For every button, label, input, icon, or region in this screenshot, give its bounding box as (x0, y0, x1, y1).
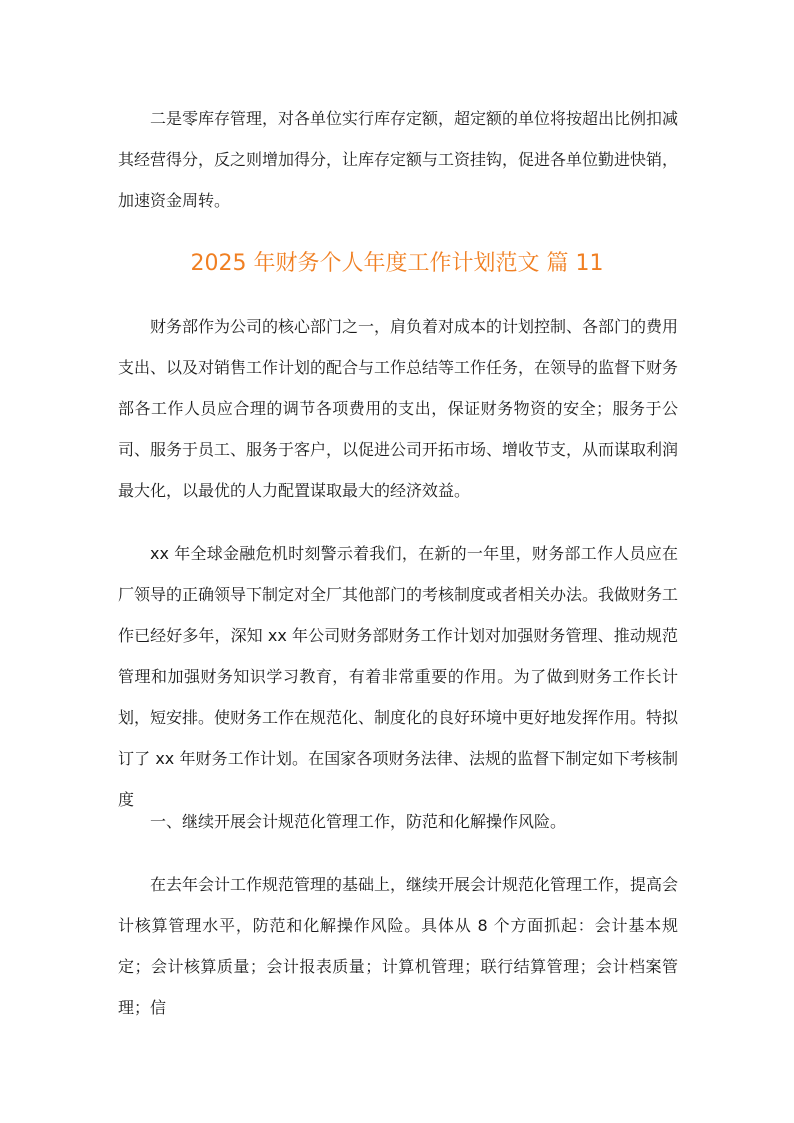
paragraph-1: 财务部作为公司的核心部门之一，肩负着对成本的计划控制、各部门的费用支出、以及对销售工作计划的配合与工作总结等工作任务，在领导的监督下财务部各工作人员应合理的调节各项费用的支出，保证财务物资的安全；服务于公司、服务于员工、服务于客户，以促进公司开拓市场、增收节支，从而谋取利润最大化，以最优的人力配置谋取最大的经济效益。 (118, 317, 679, 500)
paragraph-4: 在去年会计工作规范管理的基础上，继续开展会计规范化管理工作，提高会计核算管理水平，防范和化解操作风险。具体从 8 个方面抓起：会计基本规定；会计核算质量；会计报表质量；计算机管理；联行结算管理；会计档案管理；信 (118, 875, 679, 1017)
paragraph-2: xx 年全球金融危机时刻警示着我们，在新的一年里，财务部工作人员应在厂领导的正确领导下制定对全厂其他部门的考核制度或者相关办法。我做财务工作已经好多年，深知 xx 年公司财务部财务工作计划对加强财务管理、推动规范管理和加强财务知识学习教育，有着非常重要的作用。为了做到财务工作长计划，短安排。使财务工作在规范化、制度化的良好环境中更好地发挥作用。特拟订了 xx 年财务工作计划。在国家各项财务法律、法规的监督下制定如下考核制度 (118, 544, 679, 809)
paragraph-3: 一、继续开展会计规范化管理工作，防范和化解操作风险。 (150, 812, 567, 831)
section-title: 2025 年财务个人年度工作计划范文 篇 11 (190, 251, 604, 276)
intro-paragraph: 二是零库存管理，对各单位实行库存定额，超定额的单位将按超出比例扣减其经营得分，反之则增加得分，让库存定额与工资挂钩，促进各单位勤进快销，加速资金周转。 (118, 109, 679, 210)
